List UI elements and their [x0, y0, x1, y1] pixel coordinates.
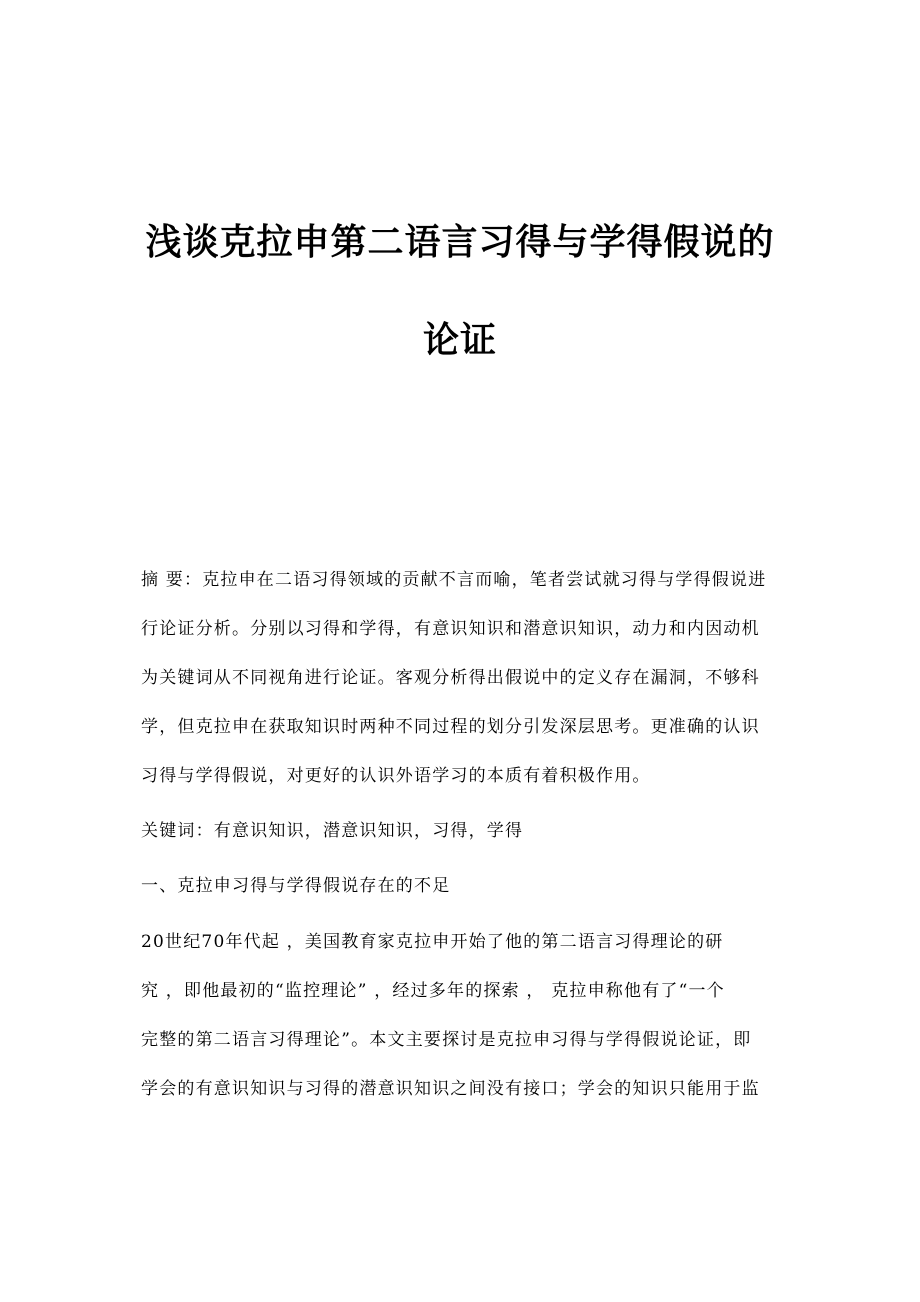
- document-title-line-2: 论证: [422, 319, 497, 361]
- document-title-line-1: 浅谈克拉申第二语言习得与学得假说的: [145, 221, 775, 263]
- body-line: 20世纪70年代起 ，美国教育家克拉申开始了他的第二语言习得理论的研: [141, 932, 724, 952]
- abstract-line: 为关键词从不同视角进行论证。客观分析得出假说中的定义存在漏洞，不够科: [141, 668, 760, 688]
- keywords-line: 关键词：有意识知识，潜意识知识，习得，学得: [141, 821, 524, 841]
- body-line: 学会的有意识知识与习得的潜意识知识之间没有接口；学会的知识只能用于监: [141, 1079, 760, 1099]
- abstract-line: 习得与学得假说，对更好的认识外语学习的本质有着积极作用。: [141, 766, 651, 786]
- section-heading: 一、克拉申习得与学得假说存在的不足: [141, 876, 451, 896]
- body-line: 究 ，即他最初的“监控理论” ，经过多年的探索 ， 克拉申称他有了“一个: [141, 981, 725, 1001]
- body-line: 完整的第二语言习得理论”。本文主要探讨是克拉申习得与学得假说论证，即: [141, 1030, 752, 1050]
- abstract-line: 学，但克拉申在获取知识时两种不同过程的划分引发深层思考。更准确的认识: [141, 717, 760, 737]
- abstract-line: 行论证分析。分别以习得和学得，有意识知识和潜意识知识，动力和内因动机: [141, 619, 760, 639]
- abstract-line: 摘 要：克拉申在二语习得领域的贡献不言而喻，笔者尝试就习得与学得假说进: [141, 570, 767, 590]
